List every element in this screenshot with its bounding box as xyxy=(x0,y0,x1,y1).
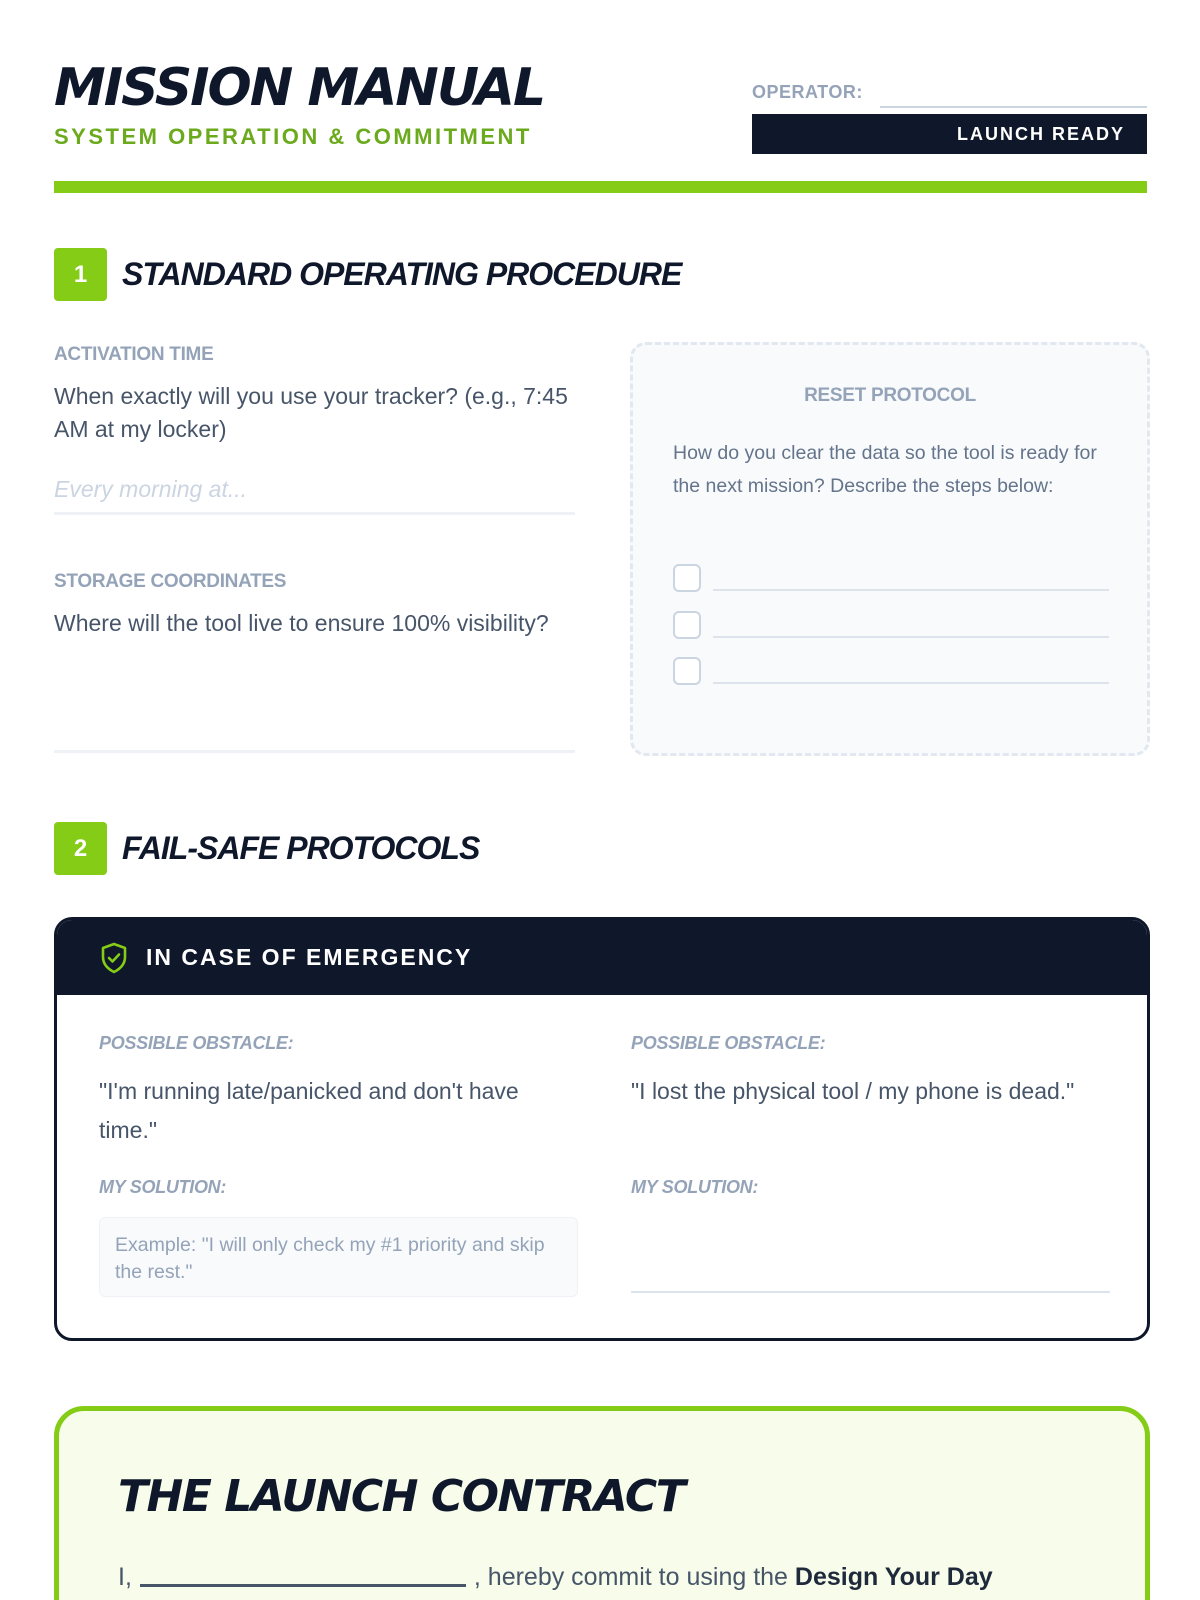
contract-prefix: I, xyxy=(118,1563,132,1591)
emergency-card xyxy=(54,917,1150,1341)
solution-label: MY SOLUTION: xyxy=(631,1177,759,1197)
section-1-heading xyxy=(54,248,954,302)
reset-step xyxy=(673,657,1109,687)
section-1-number: 1 xyxy=(54,248,107,301)
reset-step xyxy=(673,564,1109,594)
activation-time-input[interactable] xyxy=(54,467,575,515)
page-subtitle: SYSTEM OPERATION & COMMITMENT xyxy=(54,124,532,149)
storage-coordinates-input[interactable] xyxy=(54,750,575,753)
contract-name-blank[interactable] xyxy=(140,1584,466,1587)
operator-label: OPERATOR: xyxy=(752,82,863,102)
page-title: MISSION MANUAL xyxy=(54,58,545,118)
reset-step-line[interactable] xyxy=(713,682,1109,684)
section-2-heading xyxy=(54,822,954,876)
emergency-title: IN CASE OF EMERGENCY xyxy=(146,944,473,970)
obstacle-text: "I lost the physical tool / my phone is dead." xyxy=(631,1078,1075,1104)
section-2-number: 2 xyxy=(54,822,107,875)
activation-time-label: ACTIVATION TIME xyxy=(54,344,214,365)
contract-middle: , hereby commit to using the xyxy=(473,1563,788,1591)
section-1-title: STANDARD OPERATING PROCEDURE xyxy=(122,256,682,292)
launch-ready-badge: LAUNCH READY xyxy=(752,114,1147,154)
emergency-header xyxy=(57,920,1147,995)
reset-protocol-text: How do you clear the data so the tool is ready for the next mission? Describe the steps below: xyxy=(673,442,1097,497)
storage-coordinates-question: Where will the tool live to ensure 100% visibility? xyxy=(54,610,549,636)
reset-protocol-title: RESET PROTOCOL xyxy=(804,385,976,406)
contract-program-name: Design Your Day xyxy=(794,1563,993,1591)
page-header xyxy=(54,58,1147,158)
section-2-title: FAIL-SAFE PROTOCOLS xyxy=(122,830,480,866)
operator-field[interactable] xyxy=(752,80,1147,108)
reset-step-line[interactable] xyxy=(713,589,1109,591)
storage-coordinates-label: STORAGE COORDINATES xyxy=(54,571,287,592)
header-divider xyxy=(54,181,1147,193)
reset-step-checkbox[interactable] xyxy=(673,657,701,685)
reset-step-line[interactable] xyxy=(713,636,1109,638)
shield-check-icon xyxy=(99,942,129,974)
operator-input-line[interactable] xyxy=(880,106,1147,108)
launch-contract-card xyxy=(54,1406,1150,1600)
obstacle-label: POSSIBLE OBSTACLE: xyxy=(631,1033,826,1053)
reset-step-checkbox[interactable] xyxy=(673,564,701,592)
reset-step xyxy=(673,611,1109,641)
obstacle-column xyxy=(631,995,1111,1335)
reset-protocol-box xyxy=(630,342,1150,756)
obstacle-column xyxy=(99,995,579,1335)
solution-input-line[interactable] xyxy=(631,1291,1110,1293)
contract-title: THE LAUNCH CONTRACT xyxy=(118,1471,685,1522)
obstacle-label: POSSIBLE OBSTACLE: xyxy=(99,1033,294,1053)
contract-statement xyxy=(118,1563,1118,1600)
obstacle-text: "I'm running late/panicked and don't have time." xyxy=(99,1078,519,1143)
reset-step-checkbox[interactable] xyxy=(673,611,701,639)
solution-example-box[interactable]: Example: "I will only check my #1 priority and skip the rest." xyxy=(99,1217,578,1297)
solution-label: MY SOLUTION: xyxy=(99,1177,227,1197)
activation-time-question: When exactly will you use your tracker? (e.g., 7:45 AM at my locker) xyxy=(54,383,568,442)
